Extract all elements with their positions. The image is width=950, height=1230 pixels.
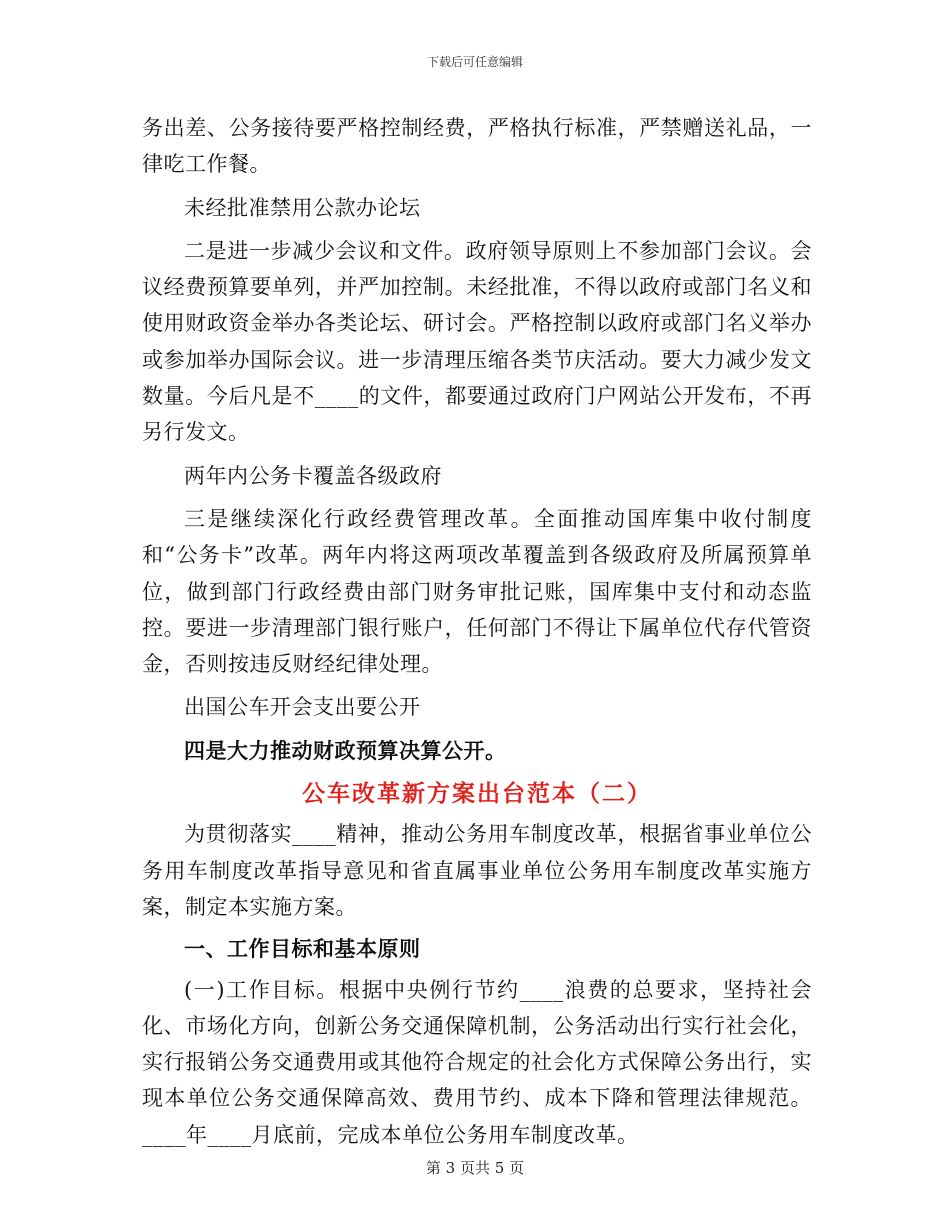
section-title: 公车改革新方案出台范本（二） bbox=[302, 780, 652, 808]
subheading-card: 两年内公务卡覆盖各级政府 bbox=[184, 463, 442, 488]
paragraph-continuation: 务出差、公务接待要严格控制经费，严格执行标准，严禁赠送礼品，一律吃工作餐。 bbox=[142, 116, 812, 177]
bold-point-four: 四是大力推动财政预算决算公开。 bbox=[184, 737, 507, 763]
paragraph-meetings: 二是进一步减少会议和文件。政府领导原则上不参加部门会议。会议经费预算要单列，并严加控制。未经批准，不得以政府或部门名义和使用财政资金举办各类论坛、研讨会。严格控制以政府或部门名义举办或参加举办国际会议。进一步清理压缩各类节庆活动。要大力减少发文数量。今后凡是不____的文件，都要通过政府门户网站公开发布，不再另行发文。 bbox=[142, 238, 812, 445]
section-heading-goals: 一、工作目标和基本原则 bbox=[184, 936, 421, 962]
subheading-disclosure: 出国公车开会支出要公开 bbox=[184, 695, 421, 720]
paragraph-goals: (一)工作目标。根据中央例行节约____浪费的总要求，坚持社会化、市场化方向，创新公务交通保障机制，公务活动出行实行社会化，实行报销公务交通费用或其他符合规定的社会化方式保障公务出行，实现本单位公务交通保障高效、费用节约、成本下降和管理法律规范。____年____月底前，完成本单位公务用车制度改革。 bbox=[142, 977, 812, 1147]
paragraph-reform: 三是继续深化行政经费管理改革。全面推动国库集中收付制度和“公务卡”改革。两年内将这两项改革覆盖到各级政府及所属预算单位，做到部门行政经费由部门财务审批记账，国库集中支付和动态监控。要进一步清理部门银行账户，任何部门不得让下属单位代存代管资金，否则按违反财经纪律处理。 bbox=[142, 506, 812, 677]
page-header: 下载后可任意编辑 bbox=[426, 55, 523, 69]
document-body bbox=[142, 110, 812, 1153]
subheading-forum: 未经批准禁用公款办论坛 bbox=[184, 195, 421, 220]
page-footer: 第 3 页共 5 页 bbox=[425, 1159, 525, 1177]
paragraph-intro: 为贯彻落实____精神，推动公务用车制度改革，根据省事业单位公务用车制度改革指导意见和省直属事业单位公务用车制度改革实施方案，制定本实施方案。 bbox=[142, 822, 812, 919]
